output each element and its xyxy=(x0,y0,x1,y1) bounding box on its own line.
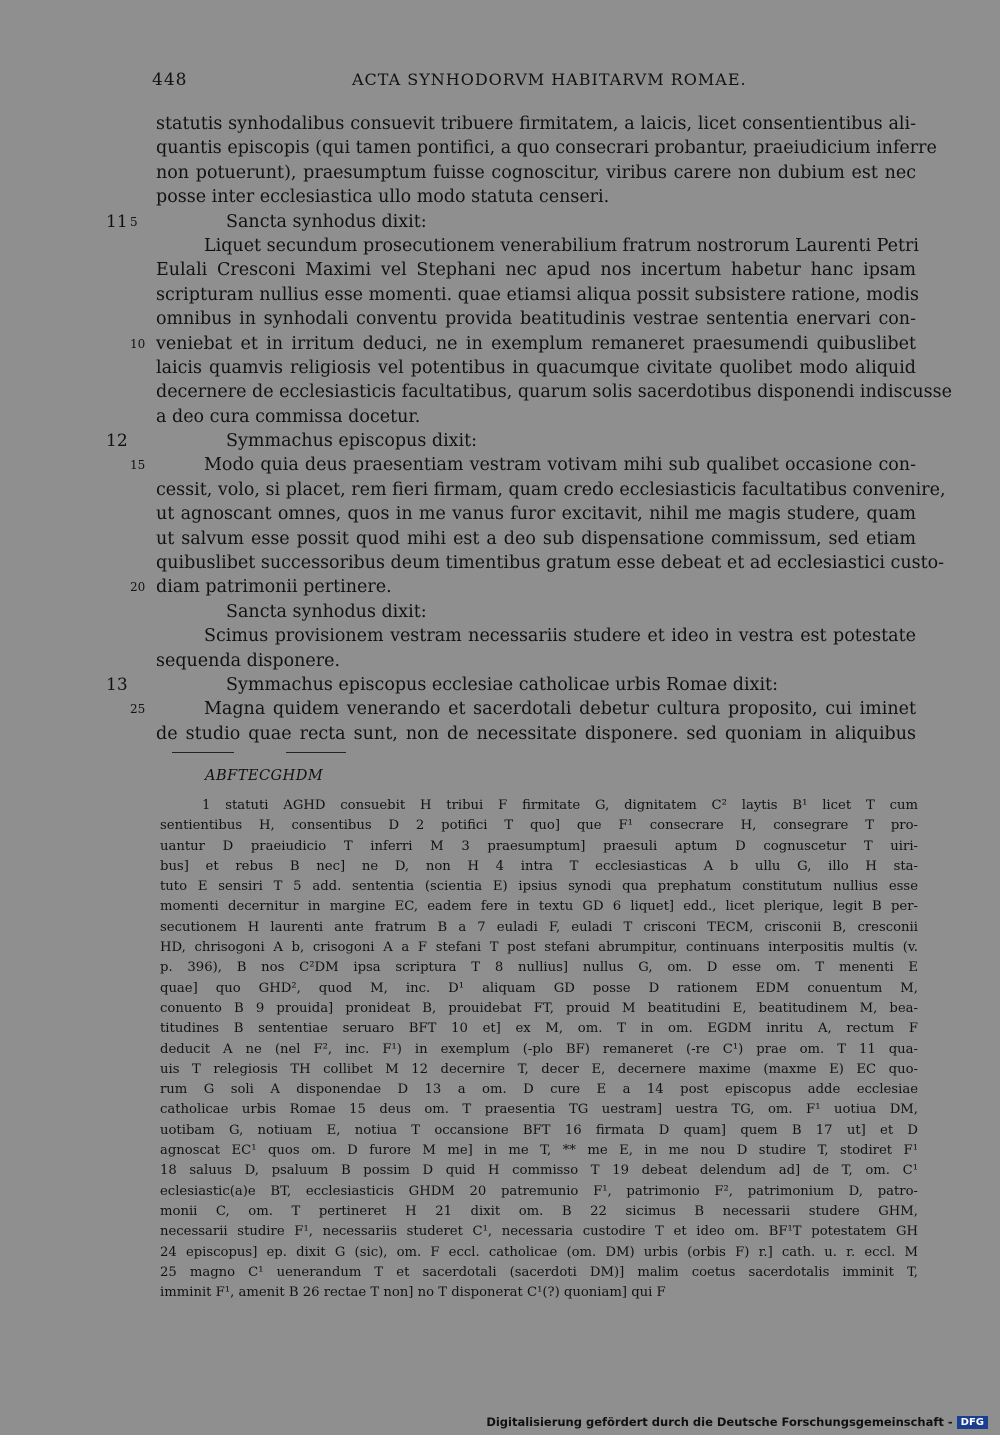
apparatus-line: p. 396), B nos C²DM ipsa scriptura T 8 nullius] nullus G, om. D esse om. T menenti E xyxy=(160,960,918,976)
line-number: 15 xyxy=(130,458,146,473)
critical-apparatus xyxy=(160,796,918,1303)
footer-credit xyxy=(486,1415,988,1429)
line-number: 10 xyxy=(130,336,146,351)
text-line xyxy=(100,307,916,331)
apparatus-line: agnoscat EC¹ quos om. D furore M me] in me T, ** me E, in me nou D studire T, stodiret F¹ xyxy=(160,1143,918,1159)
apparatus-line: uis T relegiosis TH collibet M 12 decernire T, decer E, decernere maxime (maxme E) EC quo- xyxy=(160,1061,918,1077)
separator-rule xyxy=(286,752,346,753)
line-text: diam patrimonii pertinere. xyxy=(156,577,392,598)
apparatus-line: catholicae urbis Romae 15 deus om. T praesentia TG uestram] uestra TG, om. F¹ uotiua DM, xyxy=(160,1102,918,1118)
apparatus-line: rum G soli A disponendae D 13 a om. D cure E a 14 post episcopus adde ecclesiae xyxy=(160,1082,918,1098)
line-number: 5 xyxy=(130,214,138,229)
apparatus-line: sentientibus H, consentibus D 2 potifici T quo] que F¹ consecrare H, consegrare T pro- xyxy=(160,818,918,834)
footer-text: Digitalisierung gefördert durch die Deutsche Forschungsgemeinschaft - xyxy=(486,1415,953,1429)
dfg-logo: DFG xyxy=(957,1416,988,1429)
apparatus-sigla: ABFTECGHDM xyxy=(205,768,324,784)
apparatus-line: 1 statuti AGHD consuebit H tribui F firmitate G, dignitatem C² laytis B¹ licet T cum xyxy=(202,798,918,813)
line-text: a deo cura commissa docetur. xyxy=(156,406,421,427)
text-line xyxy=(100,112,916,136)
apparatus-line: HD, chrisogoni A b, crisogoni A a F stefani T post stefani abrumpitur, continuans interpositis multis (v. xyxy=(160,940,918,956)
line-text: veniebat et in irritum deduci, ne in exemplum remaneret praesumendi quibuslibet xyxy=(156,333,916,354)
text-line xyxy=(100,697,916,721)
line-text: Liquet secundum prosecutionem venerabilium fratrum nostrorum Laurenti Petri xyxy=(204,235,919,256)
apparatus-line: titudines B sententiae seruaro BFT 10 et] ex M, om. T in om. EGDM inritu A, rectum F xyxy=(160,1021,918,1037)
text-line xyxy=(100,258,916,282)
chapter-number: 11 xyxy=(106,211,128,232)
line-text: decernere de ecclesiasticis facultatibus, quarum solis sacerdotibus disponendi indiscusse xyxy=(156,382,952,403)
apparatus-line: 25 magno C¹ uenerandum T et sacerdotali (sacerdoti DM)] malim coetus sacerdotalis imminit T, xyxy=(160,1264,918,1280)
line-text: Scimus provisionem vestram necessariis studere et ideo in vestra est potestate xyxy=(204,626,916,647)
line-text: Sancta synhodus dixit: xyxy=(226,601,427,622)
main-text xyxy=(100,112,952,746)
line-text: Symmachus episcopus ecclesiae catholicae urbis Romae dixit: xyxy=(226,674,778,695)
line-text: ut salvum esse possit quod mihi est a deo sub dispensatione commissum, sed etiam xyxy=(156,528,916,549)
apparatus-line: quae] quo GHD², quod M, inc. D¹ aliquam GD posse D rationem EDM conuentum M, xyxy=(160,980,918,996)
text-line xyxy=(100,234,919,258)
text-line xyxy=(100,356,916,380)
apparatus-line: 24 episcopus] ep. dixit G (sic), om. F eccl. catholicae (om. DM) urbis (orbis F) r.] cath. u. r. eccl. M xyxy=(160,1244,918,1260)
speaker-heading xyxy=(100,210,916,234)
apparatus-line: momenti decernitur in margine EC, eadem fere in textu GD 6 liquet] edd., licet plerique, legit B per- xyxy=(160,899,918,915)
line-text: sequenda disponere. xyxy=(156,650,341,671)
apparatus-line: conuento B 9 prouida] pronideat B, prouidebat FT, prouid M beatitudini E, beatitudinem M, bea- xyxy=(160,1000,918,1016)
text-line xyxy=(100,332,916,356)
text-line xyxy=(100,722,916,746)
line-text: omnibus in synhodali conventu provida beatitudinis vestrae sententia enervari con- xyxy=(156,309,916,330)
page-header xyxy=(152,70,918,94)
running-title: ACTA SYNHODORVM HABITARVM ROMAE. xyxy=(352,70,747,89)
apparatus-line: bus] et rebus B nec] ne D, non H 4 intra T ecclesiasticas A b ullu G, illo H sta- xyxy=(160,858,918,874)
speaker-heading xyxy=(100,673,916,697)
speaker-heading xyxy=(100,600,916,624)
line-text: Sancta synhodus dixit: xyxy=(226,211,427,232)
chapter-number: 12 xyxy=(106,431,128,452)
line-text: non potuerunt), praesumptum fuisse cognoscitur, viribus carere non dubium est nec xyxy=(156,162,916,183)
line-number: 20 xyxy=(130,580,146,595)
chapter-number: 13 xyxy=(106,674,128,695)
line-number: 25 xyxy=(130,702,146,717)
text-line xyxy=(100,575,916,599)
apparatus-line: eclesiastic(a)e BT, ecclesiasticis GHDM 20 patremunio F¹, patrimonio F², patrimonium D, patro- xyxy=(160,1183,918,1199)
text-line xyxy=(100,405,916,429)
line-text: scripturam nullius esse momenti. quae etiamsi aliqua possit subsistere ratione, modis xyxy=(156,284,919,305)
line-text: statutis synhodalibus consuevit tribuere firmitatem, a laicis, licet consentientibus ali- xyxy=(156,114,916,134)
line-text: Eulali Cresconi Maximi vel Stephani nec apud nos incertum habetur hanc ipsam xyxy=(156,260,916,281)
apparatus-line: 18 saluus D, psaluum B possim D quid H commisso T 19 debeat delendum ad] de T, om. C¹ xyxy=(160,1163,918,1179)
line-text: quibuslibet successoribus deum timentibus gratum esse debeat et ad ecclesiastici custo- xyxy=(156,553,945,574)
text-line xyxy=(100,527,916,551)
text-line xyxy=(100,161,916,185)
text-line xyxy=(100,380,952,404)
line-text: Magna quidem venerando et sacerdotali debetur cultura proposito, cui iminet xyxy=(204,699,916,720)
line-text: laicis quamvis religiosis vel potentibus in quacumque civitate quolibet modo aliquid xyxy=(156,357,916,378)
text-line xyxy=(100,453,916,477)
text-line xyxy=(100,624,916,648)
text-line xyxy=(100,185,916,209)
line-text: ut agnoscant omnes, quos in me vanus furor excitavit, nihil me magis studere, quam xyxy=(156,504,916,525)
line-text: quantis episcopis (qui tamen pontifici, a quo consecrari probantur, praeiudicium inferre xyxy=(156,138,937,159)
apparatus-line: imminit F¹, amenit B 26 rectae T non] no T disponerat C¹(?) quoniam] qui F xyxy=(160,1285,666,1301)
line-text: de studio quae recta sunt, non de necessitate disponere. sed quoniam in aliquibus xyxy=(156,723,916,744)
text-line xyxy=(100,649,916,673)
speaker-heading xyxy=(100,429,916,453)
line-text: posse inter ecclesiastica ullo modo statuta censeri. xyxy=(156,187,610,208)
text-line xyxy=(100,136,937,160)
apparatus-line: uotibam G, notiuam E, notiua T occansione BFT 16 firmata D quam] quem B 17 ut] et D xyxy=(160,1122,918,1138)
line-text: Modo quia deus praesentiam vestram votivam mihi sub qualibet occasione con- xyxy=(204,455,916,476)
apparatus-line: tuto E sensiri T 5 add. sententia (scientia E) ipsius synodi qua prephatum constitutum nullius esse xyxy=(160,879,918,895)
text-line xyxy=(100,283,919,307)
apparatus-line: secutionem H laurenti ante fratrum B a 7 euladi F, euladi T crisconi TECM, crisconii B, cresconii xyxy=(160,919,918,935)
line-text: Symmachus episcopus dixit: xyxy=(226,431,478,452)
apparatus-line: necessarii studire F¹, necessariis studeret C¹, necessaria custodire T et ideo om. BF¹T potestatem GH xyxy=(160,1224,918,1240)
text-line xyxy=(100,502,916,526)
text-line xyxy=(100,478,946,502)
apparatus-line: deducit A ne (nel F², inc. F¹) in exemplum (-plo BF) remaneret (-re C¹) prae om. T 11 qua- xyxy=(160,1041,918,1057)
separator-rule xyxy=(172,752,234,753)
apparatus-line: uantur D praeiudicio T inferri M 3 praesumptum] praesuli aptum D cognuscetur T uiri- xyxy=(160,838,918,854)
page-number: 448 xyxy=(152,70,188,90)
line-text: cessit, volo, si placet, rem fieri firmam, quam credo ecclesiasticis facultatibus convenire, xyxy=(156,479,946,500)
text-line xyxy=(100,551,945,575)
apparatus-line: monii C, om. T pertineret H 21 dixit om. B 22 sicimus B necessarii studere GHM, xyxy=(160,1203,918,1219)
